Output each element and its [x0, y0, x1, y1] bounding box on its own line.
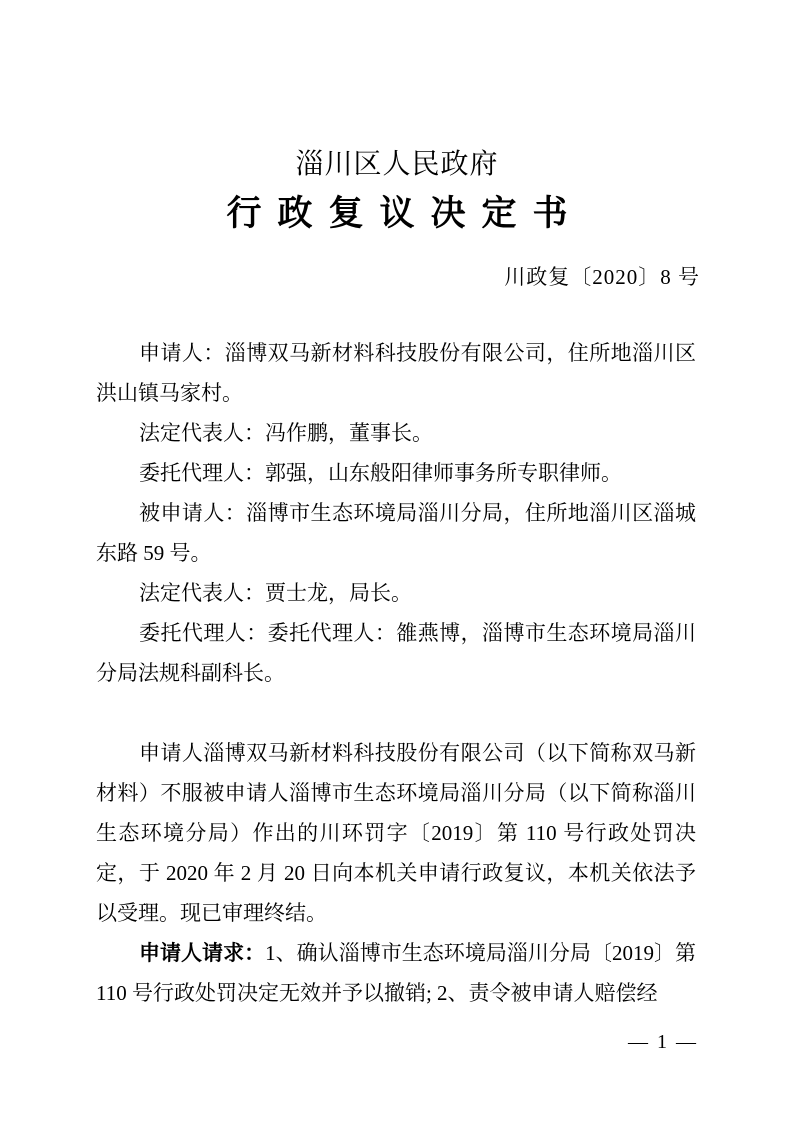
party-applicant: 申请人：淄博双马新材料科技股份有限公司，住所地淄川区洪山镇马家村。 [96, 341, 696, 405]
request-paragraph [96, 933, 696, 1013]
document-type-title: 行政复议决定书 [226, 194, 584, 233]
issuing-authority-title: 淄川区人民政府 [295, 149, 499, 180]
request-text: 1、确认淄博市生态环境局淄川分局〔2019〕第 110 号行政处罚决定无效并予以撤销; 2、责令被申请人赔偿经 [96, 941, 697, 1005]
case-intro-paragraph: 申请人淄博双马新材料科技股份有限公司（以下简称双马新材料）不服被申请人淄博市生态环境局淄川分局（以下简称淄川生态环境分局）作出的川环罚字〔2019〕第 110 号行政处罚决定，于 2020 年 2 月 20 日向本机关申请行政复议，本机关依法予以受理。现已审理终结。 [96, 741, 696, 925]
applicant-legal-representative: 法定代表人：冯作鹏，董事长。 [139, 421, 433, 445]
page-number: — 1 — [628, 1031, 698, 1053]
document-body [96, 333, 696, 1013]
respondent-agent: 委托代理人：委托代理人：雒燕博，淄博市生态环境局淄川分局法规科副科长。 [96, 621, 696, 685]
request-lead-label: 申请人请求： [139, 941, 266, 965]
respondent-legal-representative: 法定代表人：贾士龙，局长。 [139, 581, 412, 605]
party-respondent: 被申请人：淄博市生态环境局淄川分局，住所地淄川区淄城东路 59 号。 [96, 501, 696, 565]
applicant-agent: 委托代理人：郭强，山东般阳律师事务所专职律师。 [139, 461, 622, 485]
paragraph-spacer [96, 693, 696, 733]
document-number: 川政复〔2020〕8 号 [504, 265, 700, 289]
